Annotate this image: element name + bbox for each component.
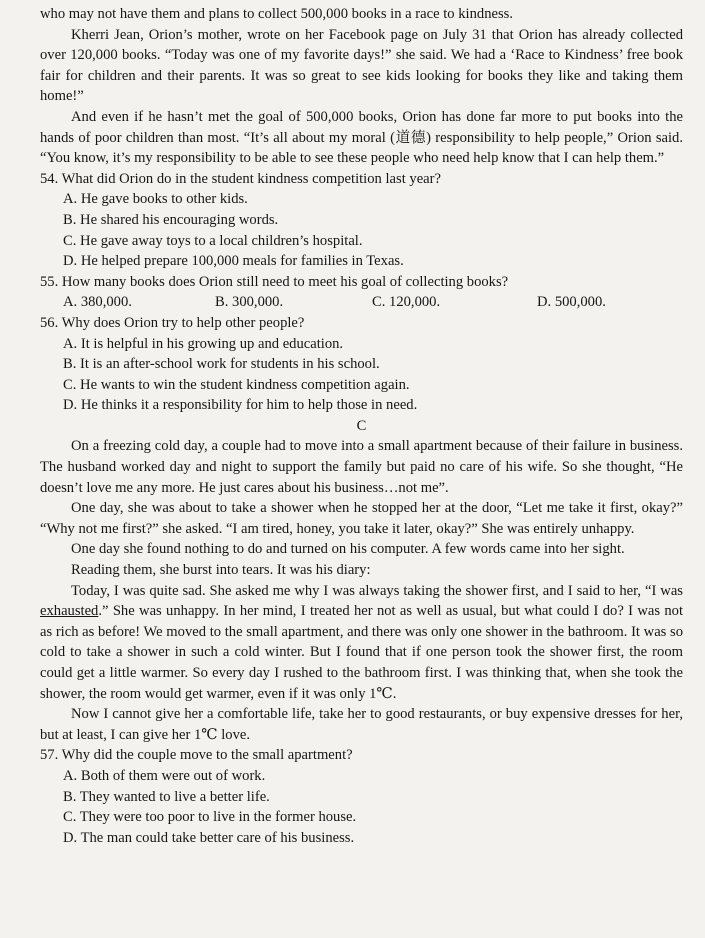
option-a: A. It is helpful in his growing up and education. [63, 335, 344, 352]
underlined-word: exhausted [40, 603, 99, 620]
question-54 [40, 169, 683, 272]
paragraph: Now I cannot give her a comfortable life, take her to good restaurants, or buy expensive dresses for her, but at least, I can give her 1℃ love. [40, 706, 683, 743]
option-c: C. He wants to win the student kindness competition again. [63, 376, 410, 393]
paragraph: On a freezing cold day, a couple had to move into a small apartment because of their failure in business. The husband worked day and night to support the family but paid no care of his wife. So she thought, “He doesn’t love me any more. He just cares about his business…not me”. [40, 438, 683, 496]
option-c: C. They were too poor to live in the former house. [63, 809, 357, 826]
option-c: C. 120,000. [372, 294, 441, 311]
question-stem: 57. Why did the couple move to the small apartment? [40, 747, 353, 764]
option-d: D. The man could take better care of his business. [63, 829, 355, 846]
question-stem: 54. What did Orion do in the student kindness competition last year? [40, 170, 441, 187]
diary-paragraph [40, 581, 683, 705]
section-label: C [356, 417, 367, 434]
paragraph: who may not have them and plans to collect 500,000 books in a race to kindness. [40, 6, 513, 22]
diary-text-start: Today, I was quite sad. She asked me why I was always taking the shower first, and I said to her, “I was [71, 582, 683, 599]
diary-text-end: .” She was unhappy. In her mind, I treated her not as well as usual, but what could I do? I was not as rich as before! We moved to the small apartment, and there was only one shower in the bathroom. It was so cold to take a shower in such a cold winter. But I found that if one person took the shower first, the room could get a little warmer. So every day I rushed to the bathroom first. I was thinking that, when she took the shower, the room would get warmer, even if it was only 1℃. [40, 603, 683, 702]
paragraph: One day, she was about to take a shower when he stopped her at the door, “Let me take it first, okay?” “Why not me first?” she asked. “I am tired, honey, you take it later, okay?” She was entirely unhappy. [40, 500, 683, 537]
question-55 [40, 272, 683, 313]
question-stem: 55. How many books does Orion still need to meet his goal of collecting books? [40, 273, 509, 290]
option-a: A. 380,000. [63, 294, 132, 311]
options-row [63, 292, 683, 313]
question-stem: 56. Why does Orion try to help other people? [40, 314, 305, 331]
option-a: A. He gave books to other kids. [63, 191, 248, 208]
paragraph: One day she found nothing to do and turned on his computer. A few words came into her sight. [71, 541, 625, 558]
option-d: D. He thinks it a responsibility for him to help those in need. [63, 397, 418, 414]
option-b: B. They wanted to live a better life. [63, 788, 270, 805]
option-b: B. It is an after-school work for students in his school. [63, 356, 380, 373]
option-c: C. He gave away toys to a local children’s hospital. [63, 232, 363, 249]
option-a: A. Both of them were out of work. [63, 767, 266, 784]
option-d: D. 500,000. [537, 294, 606, 311]
option-b: B. He shared his encouraging words. [63, 211, 279, 228]
question-56 [40, 313, 683, 416]
paragraph: Reading them, she burst into tears. It was his diary: [71, 562, 371, 579]
paragraph: And even if he hasn’t met the goal of 500,000 books, Orion has done far more to put books into the hands of poor children than most. “It’s all about my moral (道德) responsibility to help people,” Orion said. “You know, it’s my responsibility to be able to see these people who need help know that I can help them.” [40, 108, 683, 167]
question-57 [40, 745, 683, 848]
option-b: B. 300,000. [215, 294, 284, 311]
option-d: D. He helped prepare 100,000 meals for families in Texas. [63, 253, 404, 270]
paragraph: Kherri Jean, Orion’s mother, wrote on her Facebook page on July 31 that Orion has already collected over 120,000 books. “Today was one of my favorite days!” she said. We had a ‘Race to Kindness’ free book fair for children and their parents. It was so great to see kids looking for books they like and taking them home!” [40, 26, 683, 105]
